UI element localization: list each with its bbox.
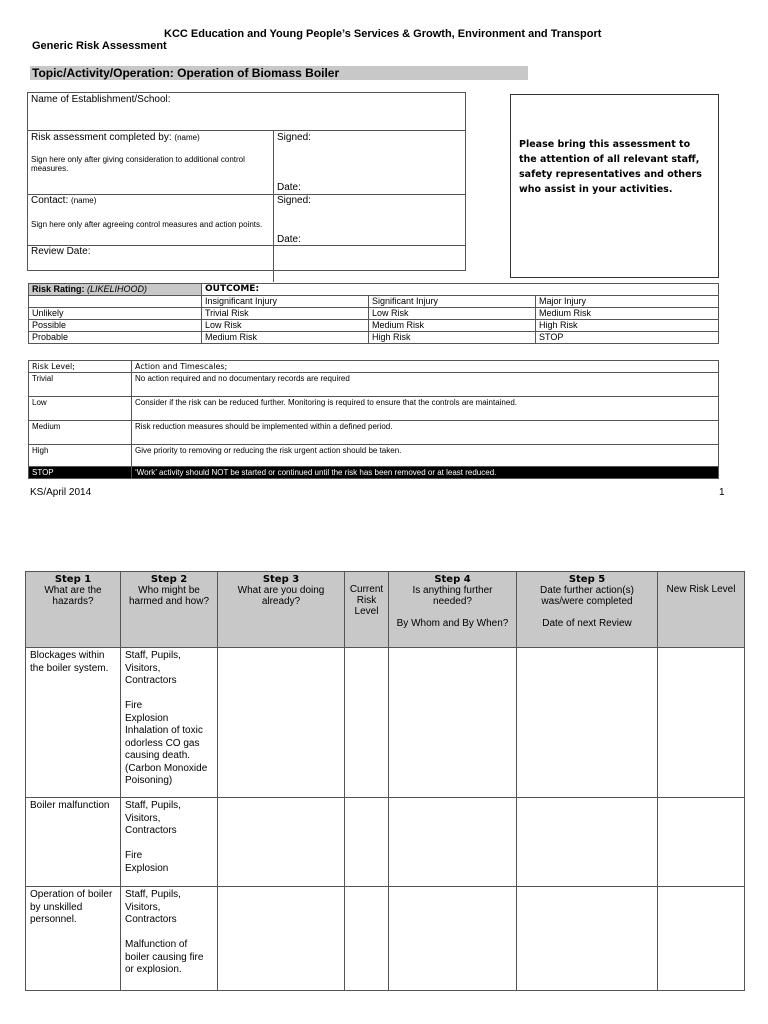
table-row [29, 373, 719, 397]
rating-cell: STOP [536, 332, 719, 344]
likelihood-cell: Unlikely [29, 308, 202, 320]
contact-label: Contact: (name) [31, 195, 97, 206]
form-divider [28, 130, 465, 131]
establishment-form [27, 92, 466, 271]
date-label-1: Date: [277, 182, 301, 193]
action-cell: Consider if the risk can be reduced further. Monitoring is required to ensure that the controls are maintained. [132, 397, 719, 421]
rating-cell: Medium Risk [369, 320, 536, 332]
risk-level-cell: STOP [29, 467, 132, 479]
table-row [29, 332, 719, 344]
doc-title: Generic Risk Assessment [32, 40, 167, 52]
footer-doc-ref: KS/April 2014 [30, 487, 92, 498]
table-row [29, 308, 719, 320]
outcome-col-header: Significant Injury [369, 296, 536, 308]
table-row [29, 361, 719, 373]
step-header: Step 3 What are you doing already? [218, 572, 345, 648]
empty-cell [345, 798, 389, 887]
step-header: Step 5 Date further action(s) was/were completed Date of next Review [517, 572, 658, 648]
action-cell: Risk reduction measures should be implemented within a defined period. [132, 421, 719, 445]
action-header: Action and Timescales; [132, 361, 719, 373]
rating-cell: Trivial Risk [202, 308, 369, 320]
table-row [26, 648, 745, 798]
risk-level-cell: Low [29, 397, 132, 421]
empty-cell [389, 798, 517, 887]
form-divider [28, 245, 465, 246]
step-header: Step 2 Who might be harmed and how? [121, 572, 218, 648]
table-row [26, 887, 745, 991]
empty-cell [389, 648, 517, 798]
table-row [29, 445, 719, 467]
empty-cell [218, 798, 345, 887]
likelihood-cell: Probable [29, 332, 202, 344]
empty-cell [517, 887, 658, 991]
action-cell: No action required and no documentary records are required [132, 373, 719, 397]
table-row [26, 798, 745, 887]
notice-box: Please bring this assessment to the attention of all relevant staff, safety representatives and others who assist in your activities. [510, 94, 719, 278]
rating-cell: Low Risk [369, 308, 536, 320]
action-cell: ‘Work’ activity should NOT be started or continued until the risk has been removed or at least reduced. [132, 467, 719, 479]
signed-label-1: Signed: [277, 132, 311, 143]
page-number: 1 [719, 487, 725, 498]
table-row [29, 421, 719, 445]
rating-cell: Medium Risk [202, 332, 369, 344]
empty-cell [658, 887, 745, 991]
outcome-col-header: Major Injury [536, 296, 719, 308]
table-row [26, 572, 745, 648]
contact-note: Sign here only after agreeing control measures and action points. [31, 220, 263, 229]
empty-cell [218, 648, 345, 798]
completed-by-label: Risk assessment completed by: (name) [31, 132, 200, 143]
form-vertical-divider [273, 130, 274, 282]
rating-cell: Medium Risk [536, 308, 719, 320]
table-row [29, 320, 719, 332]
org-title: KCC Education and Young People’s Services & Growth, Environment and Transport [164, 28, 602, 40]
hazard-cell: Blockages within the boiler system. [26, 648, 121, 798]
risk-level-header: Risk Level; [29, 361, 132, 373]
signed-label-2: Signed: [277, 195, 311, 206]
empty-cell [345, 887, 389, 991]
outcome-col-header: Insignificant Injury [202, 296, 369, 308]
topic-bar: Topic/Activity/Operation: Operation of Biomass Boiler [30, 66, 528, 80]
empty-cell [517, 798, 658, 887]
steps-table [25, 571, 745, 991]
risk-level-cell: Trivial [29, 373, 132, 397]
outcome-header: OUTCOME: [202, 284, 719, 296]
risk-level-table [28, 360, 719, 479]
risk-rating-table [28, 283, 719, 344]
hazard-cell: Operation of boiler by unskilled personnel. [26, 887, 121, 991]
empty-cell [517, 648, 658, 798]
who-harmed-cell: Staff, Pupils, Visitors, Contractors Fire Explosion [121, 798, 218, 887]
review-date-label: Review Date: [31, 246, 91, 257]
table-row [29, 467, 719, 479]
table-row [29, 296, 719, 308]
empty-cell [389, 887, 517, 991]
date-label-2: Date: [277, 234, 301, 245]
rating-cell: Low Risk [202, 320, 369, 332]
who-harmed-cell: Staff, Pupils, Visitors, Contractors Malfunction of boiler causing fire or explosion. [121, 887, 218, 991]
likelihood-cell: Possible [29, 320, 202, 332]
risk-level-cell: Medium [29, 421, 132, 445]
step-header: Current Risk Level [345, 572, 389, 648]
hazard-cell: Boiler malfunction [26, 798, 121, 887]
rating-cell: High Risk [536, 320, 719, 332]
table-row [29, 397, 719, 421]
empty-cell [218, 887, 345, 991]
risk-level-cell: High [29, 445, 132, 467]
action-cell: Give priority to removing or reducing the risk urgent action should be taken. [132, 445, 719, 467]
completed-by-note: Sign here only after giving consideration to additional control measures. [31, 155, 245, 173]
table-row [29, 284, 719, 296]
establishment-label: Name of Establishment/School: [31, 94, 171, 105]
empty-cell [658, 648, 745, 798]
empty-cell [345, 648, 389, 798]
who-harmed-cell: Staff, Pupils, Visitors, Contractors Fire Explosion Inhalation of toxic odorless CO gas causing death. (Carbon Monoxide Poisoning) [121, 648, 218, 798]
empty-cell [29, 296, 202, 308]
step-header: New Risk Level [658, 572, 745, 648]
empty-cell [658, 798, 745, 887]
step-header: Step 4 Is anything further needed? By Whom and By When? [389, 572, 517, 648]
rating-cell: High Risk [369, 332, 536, 344]
risk-rating-header: Risk Rating: (LIKELIHOOD) [29, 284, 202, 296]
step-header: Step 1 What are the hazards? [26, 572, 121, 648]
